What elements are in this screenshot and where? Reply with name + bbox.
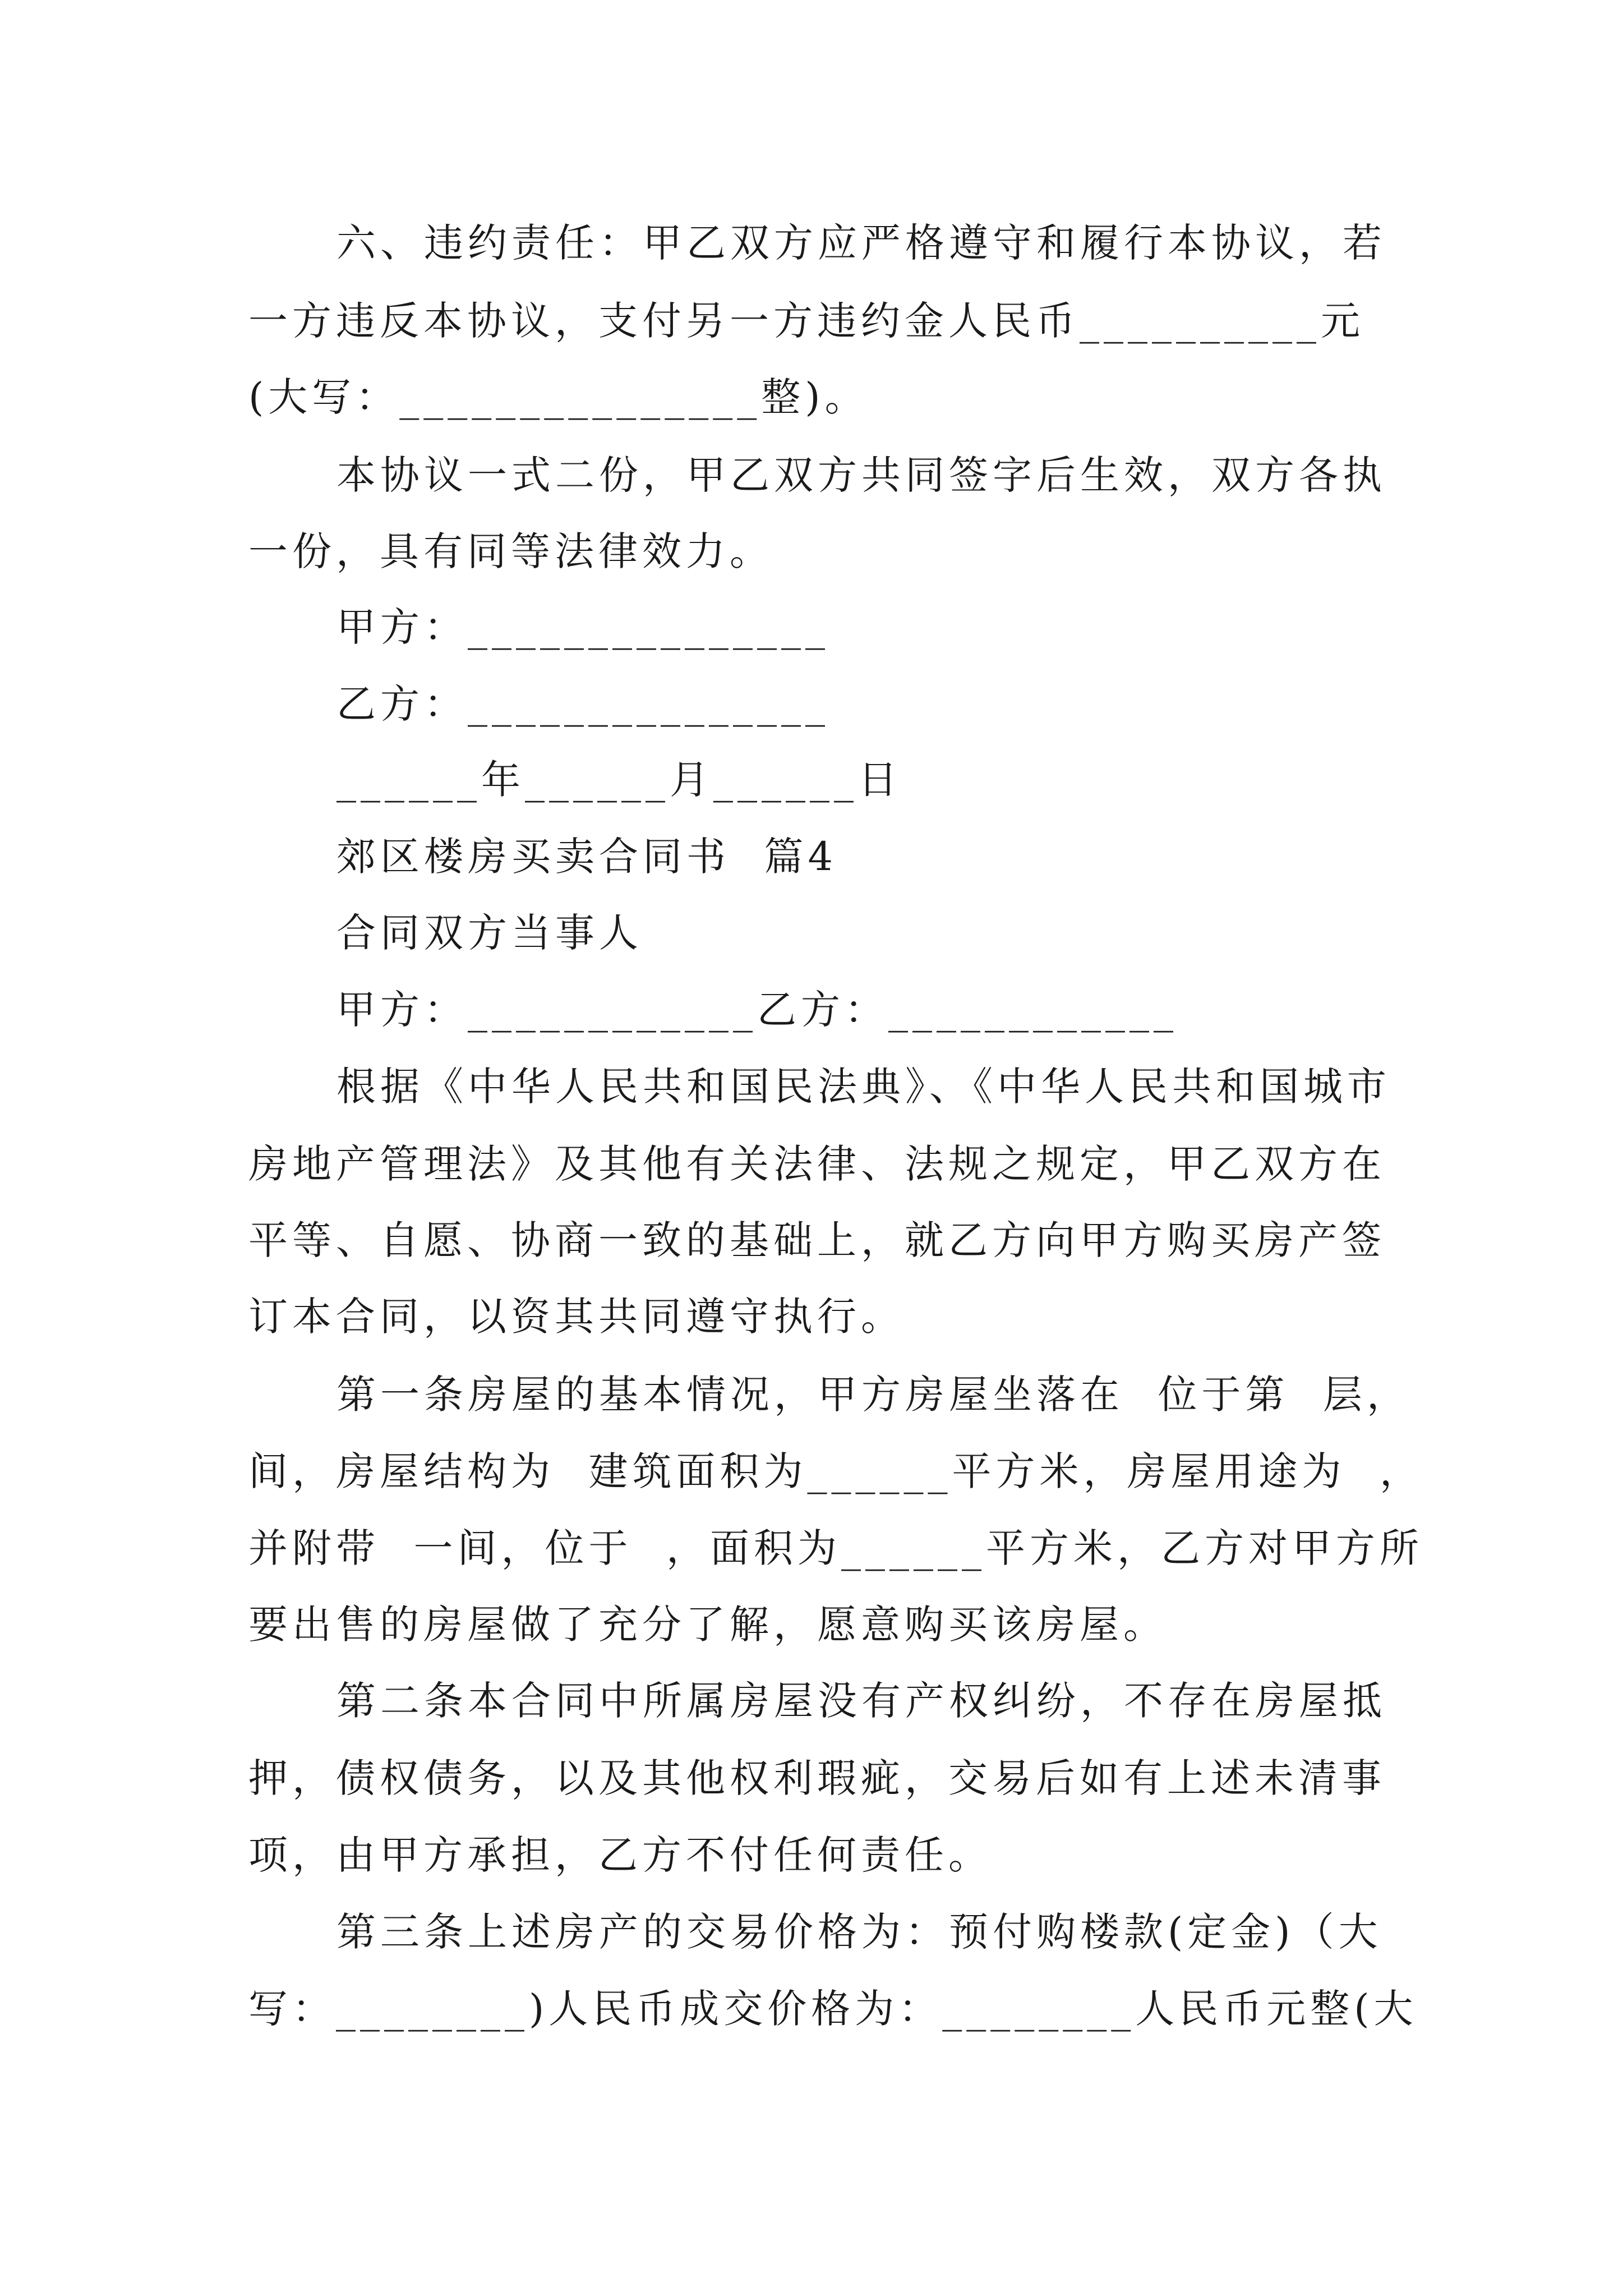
text-line: 第一条房屋的基本情况，甲方房屋坐落在 位于第 层， — [336, 1372, 1411, 1418]
text-line: (大写：_______________整)。 — [248, 374, 869, 420]
section-heading: 郊区楼房买卖合同书 篇4 — [336, 834, 838, 880]
text-line: 平等、自愿、协商一致的基础上，就乙方向甲方购买房产签 — [248, 1217, 1386, 1263]
text-line: 要出售的房屋做了充分了解，愿意购买该房屋。 — [248, 1602, 1167, 1648]
text-line: 并附带 一间，位于 ，面积为______平方米，乙方对甲方所 — [248, 1525, 1424, 1571]
text-line: 根据《中华人民共和国民法典》、《中华人民共和国城市 — [336, 1064, 1391, 1110]
text-line: 第三条上述房产的交易价格为：预付购楼款(定金)（大 — [336, 1909, 1382, 1955]
text-line: 甲方：____________乙方：____________ — [336, 987, 1178, 1033]
text-line: 押，债权债务，以及其他权利瑕疵，交易后如有上述未清事 — [248, 1755, 1386, 1801]
text-line: 间，房屋结构为 建筑面积为______平方米，房屋用途为 ， — [248, 1448, 1424, 1494]
text-line: 第二条本合同中所属房屋没有产权纠纷，不存在房屋抵 — [336, 1678, 1386, 1724]
text-line: 房地产管理法》及其他有关法律、法规之规定，甲乙双方在 — [248, 1141, 1386, 1187]
text-line: ______年______月______日 — [336, 757, 902, 803]
text-line: 合同双方当事人 — [336, 910, 643, 956]
text-line: 订本合同，以资其共同遵守执行。 — [248, 1294, 905, 1340]
text-line: 甲方：_______________ — [336, 604, 829, 650]
text-line: 一方违反本协议，支付另一方违约金人民币__________元 — [248, 298, 1364, 344]
text-line: 六、违约责任：甲乙双方应严格遵守和履行本协议，若 — [336, 220, 1386, 266]
text-line: 写：________)人民币成交价格为：________人民币元整(大 — [248, 1986, 1418, 2032]
text-line: 本协议一式二份，甲乙双方共同签字后生效，双方各执 — [336, 452, 1386, 498]
text-line: 项，由甲方承担，乙方不付任何责任。 — [248, 1832, 992, 1878]
text-line: 乙方：_______________ — [336, 681, 829, 727]
text-line: 一份，具有同等法律效力。 — [248, 528, 773, 574]
